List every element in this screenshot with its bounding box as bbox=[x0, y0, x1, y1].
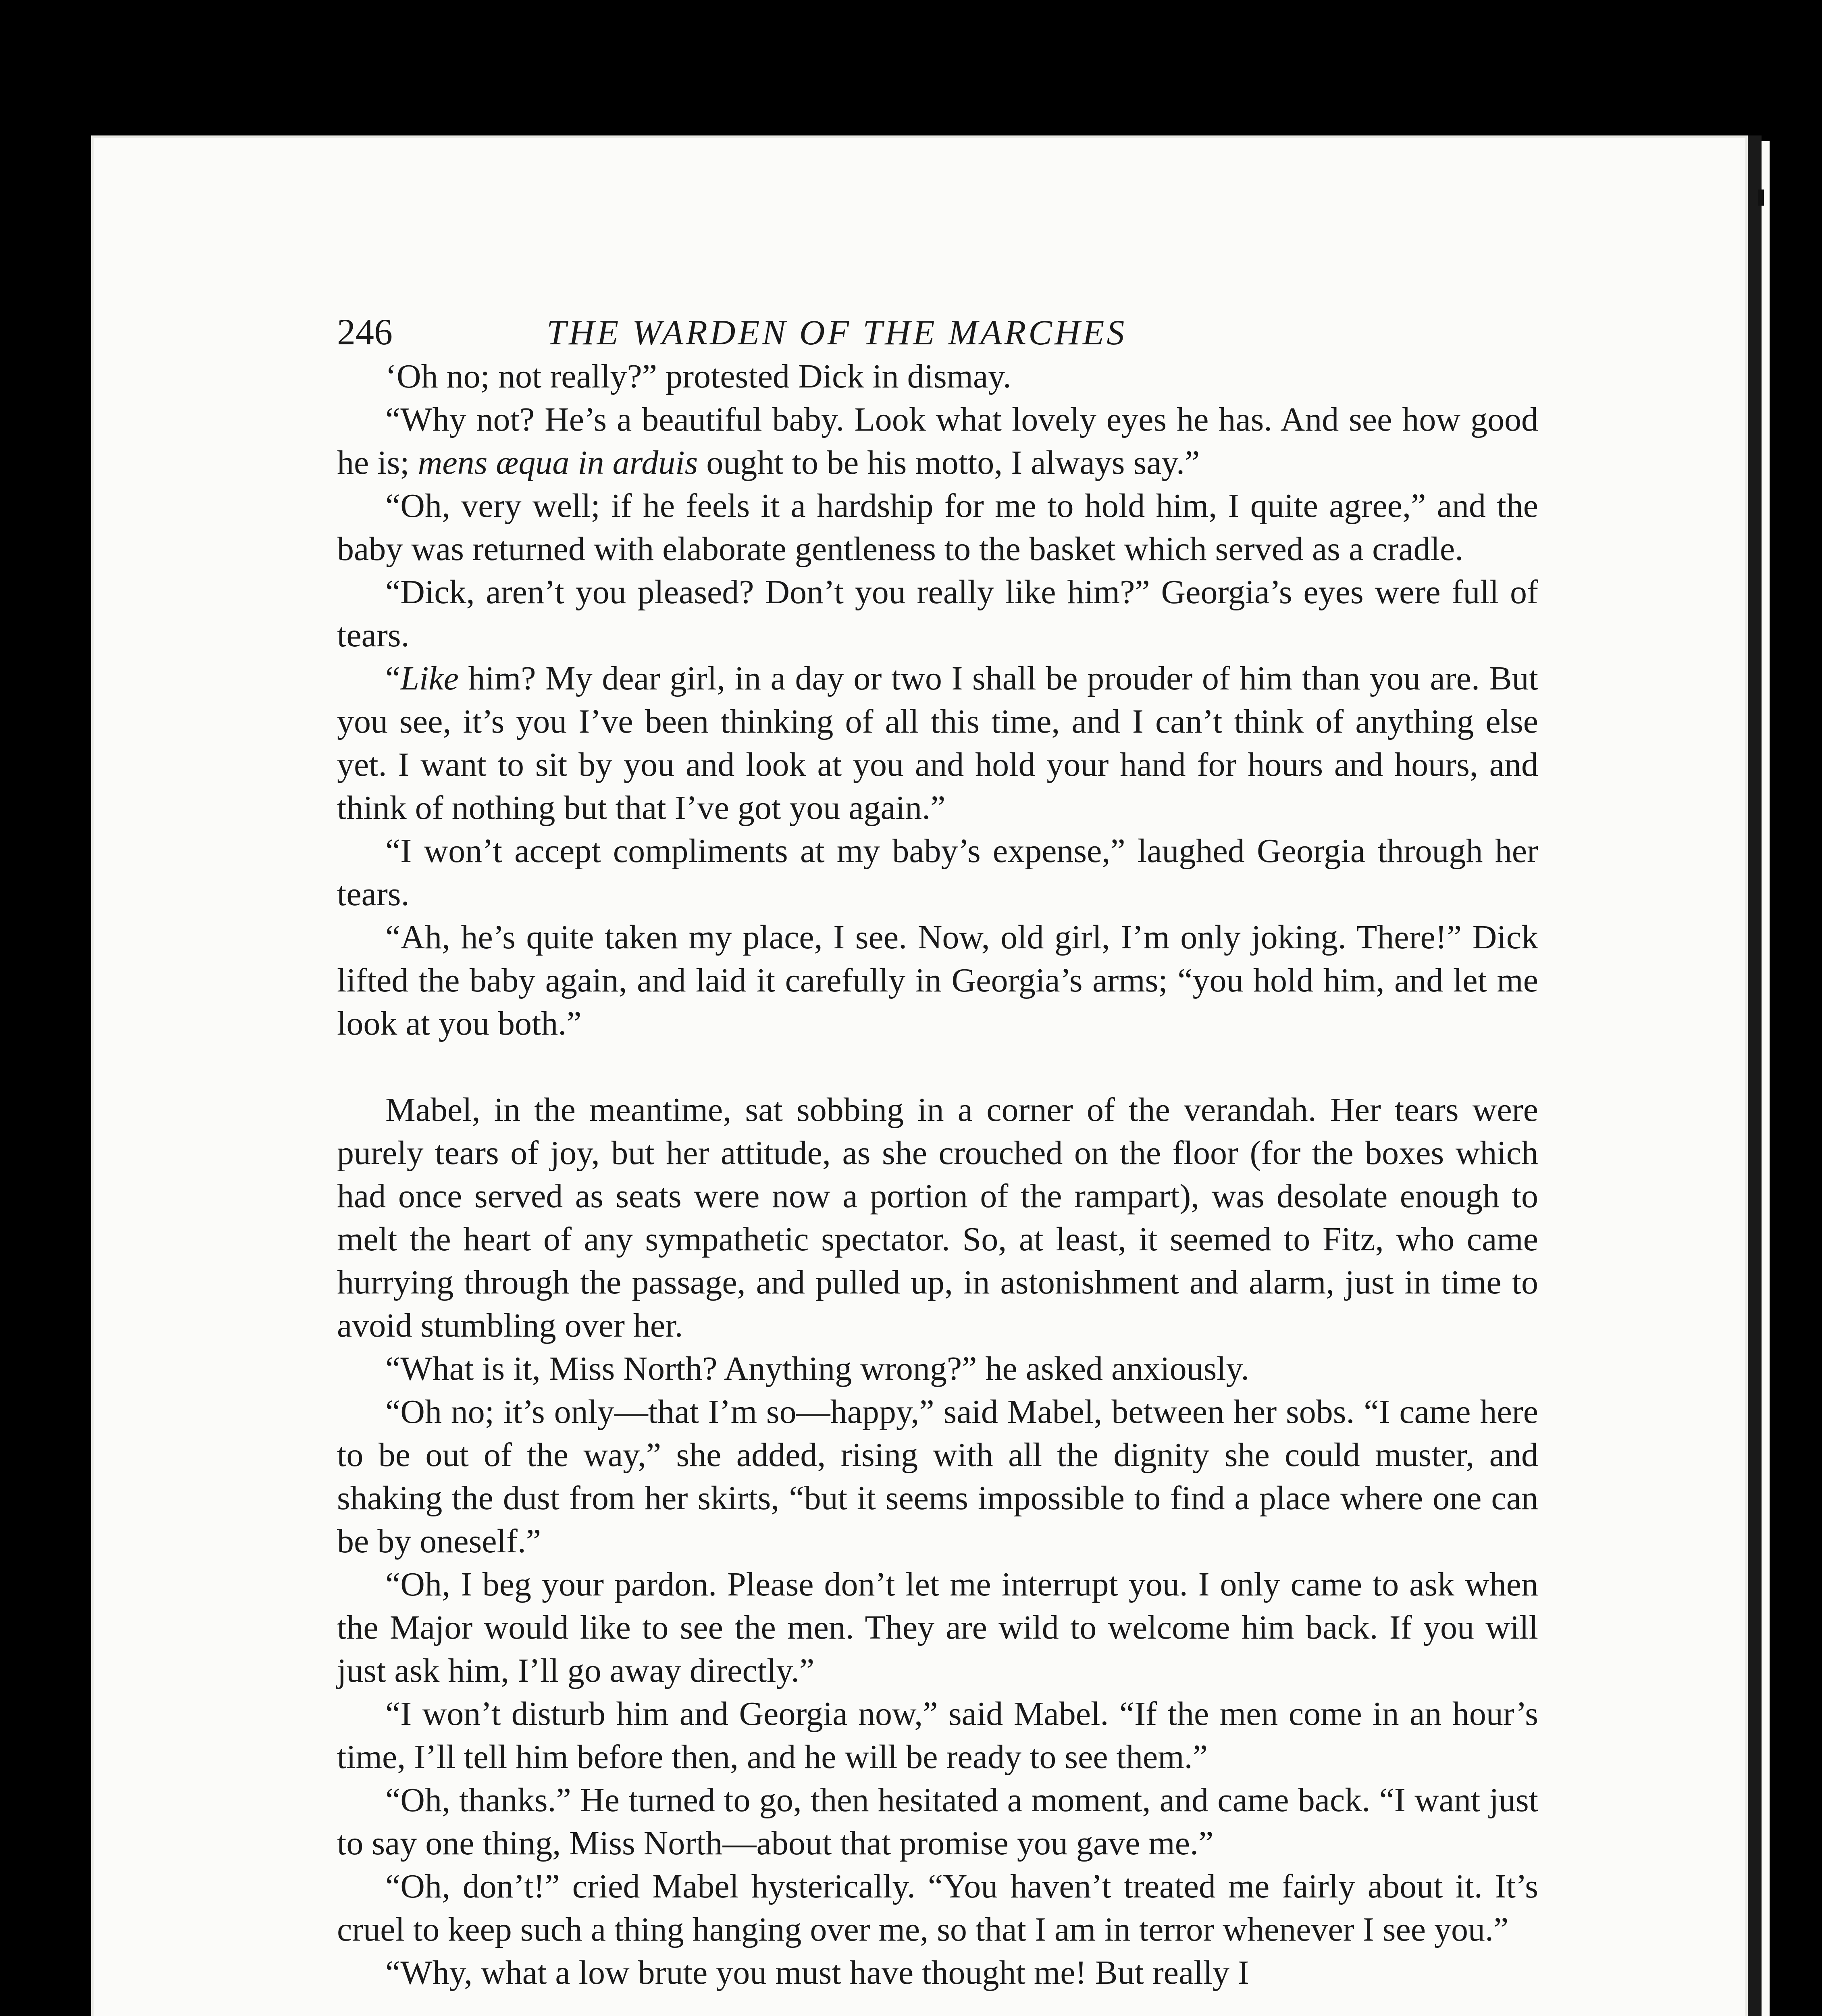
paragraph: “Oh, very well; if he feels it a hardship for me to hold him, I quite agree,” and the baby was returned with elaborate gentleness to the basket which served as a cradle. bbox=[337, 487, 1538, 568]
paragraph-text: him? My dear girl, in a day or two I shall be prouder of him than you are. But you see, it’s you I’ve been thinking of all this time, and I can’t think of anything else yet. I want to sit by you and look at you and hold your hand for hours and hours, and think of nothing but that I’ve got you again.” bbox=[337, 660, 1539, 827]
paragraph: “Why, what a low brute you must have thought me! But really I bbox=[385, 1954, 1250, 1991]
paragraph bbox=[337, 657, 1538, 829]
paragraph: Mabel, in the meantime, sat sobbing in a corner of the verandah. Her tears were purely tears of joy, but her attitude, as she crouched on the floor (for the boxes which had once served as seats were now a portion of the rampart), was desolate enough to melt the heart of any sympathetic spectator. So, at least, it seemed to Fitz, who came hurrying through the passage, and pulled up, in astonishment and alarm, just in time to avoid stumbling over her. bbox=[337, 1091, 1538, 1344]
section-break bbox=[337, 1045, 1538, 1088]
paragraph: “Ah, he’s quite taken my place, I see. Now, old girl, I’m only joking. There!” Dick lifted the baby again, and laid it carefully in Georgia’s arms; “you hold him, and let me look at you both.” bbox=[337, 918, 1538, 1042]
running-head bbox=[337, 310, 1538, 355]
latin-phrase: mens æqua in arduis bbox=[418, 444, 698, 481]
page-gutter bbox=[1748, 135, 1762, 2016]
scan-speck bbox=[1758, 190, 1764, 206]
paragraph: “I won’t disturb him and Georgia now,” said Mabel. “If the men come in an hour’s time, I’ll tell him before then, and he will be ready to see them.” bbox=[337, 1695, 1538, 1776]
facing-page-edge bbox=[1762, 141, 1770, 2016]
paragraph: “Oh, I beg your pardon. Please don’t let me interrupt you. I only came to ask when the Major would like to see the men. They are wild to welcome him back. If you will just ask him, I’ll go away directly.” bbox=[337, 1566, 1538, 1689]
paragraph: “Oh, don’t!” cried Mabel hysterically. “You haven’t treated me fairly about it. It’s cruel to keep such a thing hanging over me, so that I am in terror whenever I see you.” bbox=[337, 1868, 1538, 1948]
running-title: THE WARDEN OF THE MARCHES bbox=[547, 313, 1127, 352]
paragraph-text: “Why not? He’s a beautiful baby. Look what lovely eyes he has. And see how good he is; bbox=[337, 401, 1538, 481]
paragraph: “Oh no; it’s only—that I’m so—happy,” said Mabel, between her sobs. “I came here to be out of the way,” she added, rising with all the dignity she could muster, and shaking the dust from her skirts, “but it seems impossible to find a place where one can be by oneself.” bbox=[337, 1393, 1538, 1560]
paragraph: “Oh, thanks.” He turned to go, then hesitated a moment, and came back. “I want just to say one thing, Miss North—about that promise you gave me.” bbox=[337, 1781, 1538, 1862]
paragraph: “I won’t accept compliments at my baby’s expense,” laughed Georgia through her tears. bbox=[337, 832, 1538, 913]
page-number: 246 bbox=[337, 311, 393, 352]
page-text bbox=[337, 310, 1538, 1994]
paragraph: “What is it, Miss North? Anything wrong?” he asked anxiously. bbox=[385, 1350, 1250, 1387]
paragraph bbox=[337, 398, 1538, 484]
paragraph: ‘Oh no; not really?” protested Dick in dismay. bbox=[385, 358, 1011, 395]
open-quote: “ bbox=[385, 660, 401, 697]
emphasis: Like bbox=[400, 660, 459, 697]
paragraph: “Dick, aren’t you pleased? Don’t you really like him?” Georgia’s eyes were full of tears. bbox=[337, 573, 1538, 654]
paragraph-text: ought to be his motto, I always say.” bbox=[706, 444, 1200, 481]
